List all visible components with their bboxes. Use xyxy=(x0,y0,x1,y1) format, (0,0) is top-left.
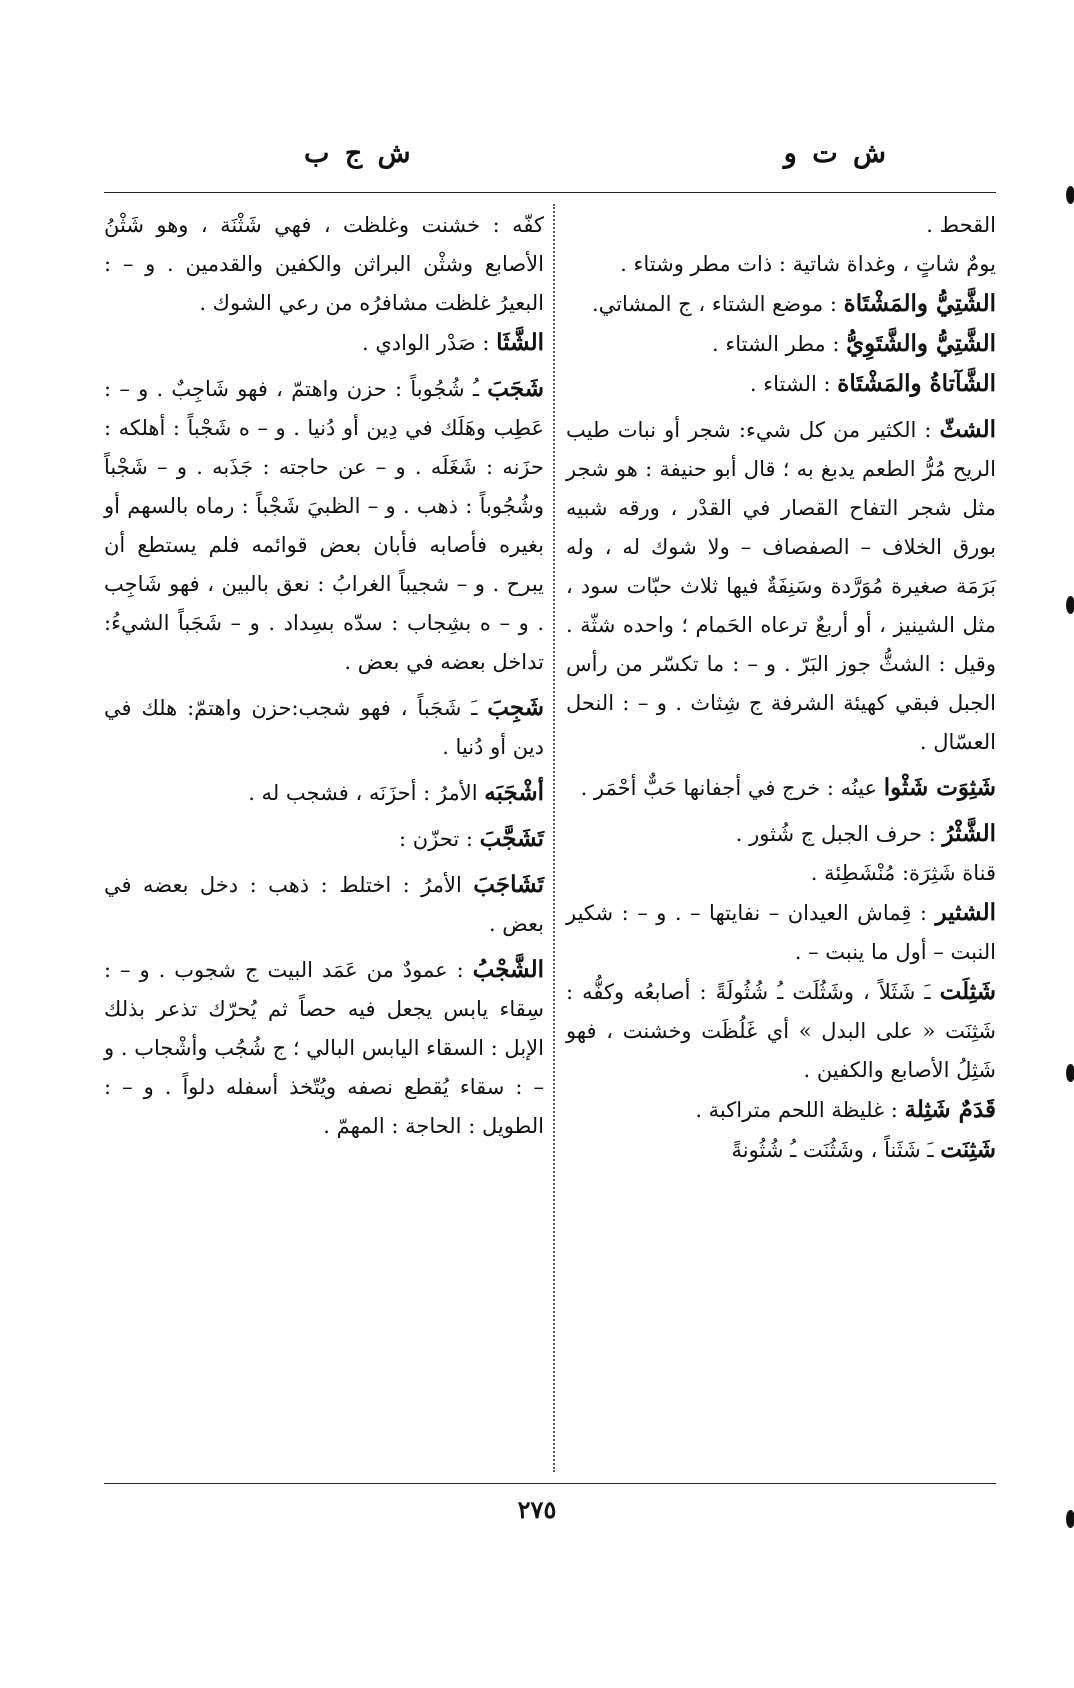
entry-definition: : غليظة اللحم متراكبة . xyxy=(695,1098,905,1122)
entry-definition: : عمودٌ من عَمَد البيت ج شجوب . و – : سِقاء يابس يجعل فيه حصاً ثم يُحرّك تذعر بذلك الإبل : السقاء اليابس البالي ؛ ج شُجُب وأشْجاب . و – : سقاء يُقطع نصفه ويُتّخذ أسفله دلواً . و – : الطويل : الحاجة : المهمّ . xyxy=(104,958,544,1138)
dictionary-entry xyxy=(104,688,544,767)
entry-definition: عينُه : خرج في أجفانها حَبٌّ أحْمَر . xyxy=(580,776,884,800)
edge-mark xyxy=(1066,186,1074,204)
entry-definition: الأمرُ : اختلط : ذهب : دخل بعضه في بعض . xyxy=(104,873,544,936)
entry-headword: الشَّتِيُّ والشَّتَوِيُّ xyxy=(846,330,996,357)
entry-headword: تَشَاجَبَ xyxy=(473,871,544,898)
dictionary-entry xyxy=(566,364,996,404)
entry-headword: أشْجَبَه xyxy=(484,779,544,806)
column-divider xyxy=(553,204,555,1472)
entry-headword: الشَّثَا xyxy=(496,329,544,356)
entry-definition: : مطر الشتاء . xyxy=(712,332,847,356)
entry-definition: : الكثير من كل شيء: شجر أو نبات طيب الريح مُرُّ الطعم يدبغ به ؛ قال أبو حنيفة : هو شجر مثل شجر التفاح القصار في القدْر ، ورقه شبيه بورق الخلاف – الصفصاف – ولا شوك له ، وله بَرَمَة صغيرة مُوَرَّدة وسَنِفَةٌ فيها ثلاث حبّات سود ، مثل الشينيز ، أو أربعٌ ترعاه الحَمام ؛ واحده شثّة . وقيل : الشثُّ جوز البَرّ . و – : ما تكسّر من رأس الجبل فبقي كهيئة الشرفة ج شِثاث . و – : النحل العسّال . xyxy=(566,418,996,754)
header-root-letters-left: ش ج ب xyxy=(304,138,411,169)
entry-definition: : حرف الجبل ج شُثور . xyxy=(735,822,943,846)
dictionary-entry xyxy=(566,324,996,364)
dictionary-entry xyxy=(566,1090,996,1130)
entry-definition: ـَ شَجَباً ، فهو شجب:حزن واهتمّ: هلك في دين أو دُنيا . xyxy=(104,696,544,759)
entry-definition: يومٌ شاتٍ ، وغداة شاتية : ذات مطر وشتاء . xyxy=(620,252,996,276)
footer-rule xyxy=(104,1483,996,1484)
dictionary-entry xyxy=(566,206,996,245)
page-number: ٢٧٥ xyxy=(517,1495,557,1524)
dictionary-entry xyxy=(104,773,544,813)
entry-headword: الشثّ xyxy=(939,416,996,443)
dictionary-entry xyxy=(104,369,544,682)
entry-headword: شَجَبَ xyxy=(487,375,544,402)
entry-headword: شَجِبَ xyxy=(487,694,544,721)
entry-headword: تَشَجَّبَ xyxy=(479,825,544,852)
entry-definition: : الشتاء . xyxy=(749,372,838,396)
entry-headword: الشَّجْبُ xyxy=(472,956,544,983)
entry-definition: : قِماش العيدان – نفايتها – . و – : شكير النبت – أول ما ينبت – . xyxy=(566,901,996,964)
entry-headword: الشثير xyxy=(935,899,996,926)
dictionary-entry xyxy=(566,893,996,972)
entry-headword: الشَّتِيُّ والمَشْتَاة xyxy=(843,290,996,317)
dictionary-entry xyxy=(566,768,996,808)
entry-definition: : موضع الشتاء ، ج المشاتي. xyxy=(591,292,844,316)
dictionary-entry xyxy=(566,410,996,762)
dictionary-entry xyxy=(566,245,996,284)
page-header xyxy=(104,138,996,188)
edge-mark xyxy=(1066,1064,1074,1082)
dictionary-entry xyxy=(566,972,996,1090)
entry-definition: ـَ شَثَلاً ، وشَثُلَت ـُ شُثُولَةً : أصابعُه وكفُّه : شَثِنَت « على البدل » أي غَلُظَت وخشنت ، فهو شَثِلُ الأصابع والكفين . xyxy=(566,980,996,1082)
entry-definition: كفّه : خشنت وغلظت ، فهي شَثْنَة ، وهو شَثْنُ الأصابع وشثْن البراثن والكفين والقدمين . و – : البعيرُ غلظت مشافرُه من رعي الشوك . xyxy=(104,213,544,315)
left-column xyxy=(104,206,544,1146)
dictionary-entry xyxy=(104,819,544,859)
edge-mark xyxy=(1066,596,1074,614)
entry-headword: الشَّآتاةُ والمَشْتَاة xyxy=(837,370,996,397)
dictionary-entry xyxy=(104,206,544,323)
header-root-letters-right: ش ت و xyxy=(783,138,886,169)
entry-headword: قَدَمٌ شَثِلة xyxy=(904,1096,996,1123)
dictionary-entry xyxy=(566,854,996,893)
dictionary-entry xyxy=(104,865,544,944)
entry-definition: ـَ شَثَناً ، وشَثُنَت ـُ شُثُونةً xyxy=(731,1138,941,1162)
dictionary-entry xyxy=(104,950,544,1146)
entry-definition: ـُ شُجُوباً : حزن واهتمّ ، فهو شَاجِبٌ . و – : عَطِب وهَلَك في دِين أو دُنيا . و – ه شَجْباً : أهلكه : حزَنه : شَغَلَه . و – عن حاجته : جَذَبه . و – شَجْباً وشُجُوباً : ذهب . و – الظبيَ شَجْباً : رماه بالسهم أو بغيره فأصابه فأبان بعض قوائمه فلم يستطع أن يبرح . و – شجيباً الغرابُ : نعق بالبين ، فهو شَاجِب . و – ه بشِجاب : سدّه بسِداد . و – شَجَباً الشيءُ: تداخل بعضه في بعض . xyxy=(104,377,544,674)
entry-headword: شَثِنَت xyxy=(940,1136,996,1163)
header-rule xyxy=(104,192,996,193)
dictionary-entry xyxy=(566,1130,996,1170)
entry-definition: : صَدْر الوادي . xyxy=(361,331,497,355)
entry-definition: : تحزّن : xyxy=(399,827,480,851)
dictionary-entry xyxy=(104,323,544,363)
right-column xyxy=(566,206,996,1170)
entry-definition: القحط . xyxy=(926,213,996,237)
entry-definition: الأمرُ : أحزَنَه ، فشجب له . xyxy=(248,781,485,805)
dictionary-entry xyxy=(566,284,996,324)
entry-headword: شَثِوَت شَثْوا xyxy=(883,774,996,801)
entry-definition: قناة شَثِرَة: مُنْشَطِئة . xyxy=(810,861,996,885)
dictionary-entry xyxy=(566,814,996,854)
edge-mark xyxy=(1066,1510,1074,1528)
entry-headword: الشَّثْرُ xyxy=(942,820,996,847)
entry-headword: شَثِلَت xyxy=(939,978,996,1005)
